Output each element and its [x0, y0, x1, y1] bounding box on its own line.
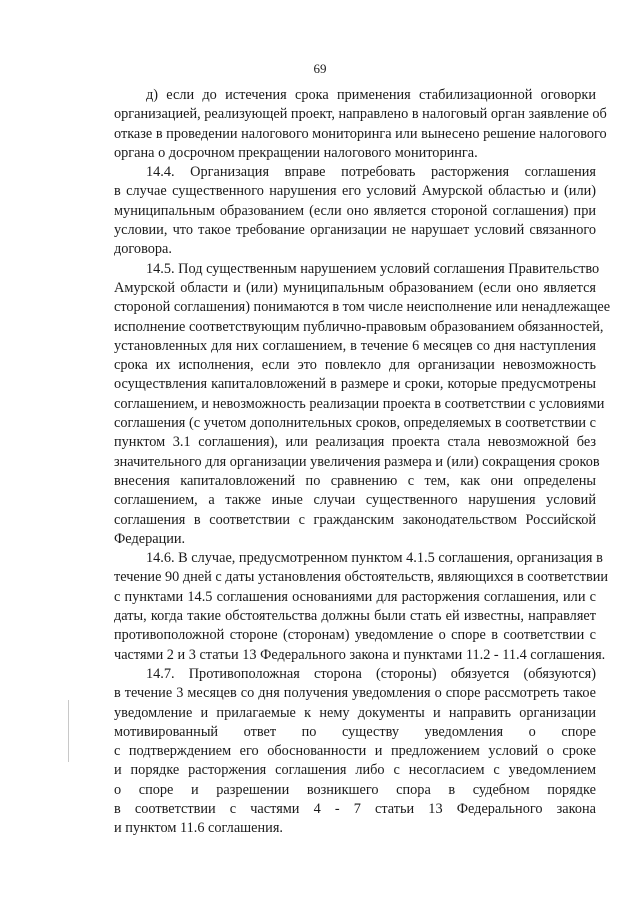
text-line: установленных для них соглашением, в течение 6 месяцев со дня наступления [114, 337, 596, 354]
text-line: соглашением, и невозможность реализации проекта в соответствии с условиями [114, 395, 605, 412]
text-line: с пунктами 14.5 соглашения основаниями для расторжения соглашения, или с [114, 588, 596, 605]
text-line: с подтверждением его обоснованности и предложением условий о сроке [114, 743, 596, 760]
text-line: и пунктом 11.6 соглашения. [114, 820, 283, 837]
text-line: 14.4. Организация вправе потребовать расторжения соглашения [146, 164, 596, 181]
text-line: 14.5. Под существенным нарушением условий соглашения Правительство [146, 260, 600, 277]
text-line: д) если до истечения срока применения стабилизационной оговорки [146, 87, 596, 103]
text-line: внесения капиталовложений по сравнению с тем, как они определены [114, 472, 596, 489]
page-number: 69 [313, 61, 327, 76]
text-line: значительного для организации увеличения размера и (или) сокращения сроков [114, 453, 600, 470]
document-body [114, 86, 611, 839]
text-line: условии, что такое требование организации не нарушает условий связанного [114, 222, 596, 239]
text-line: муниципальным образованием (если оно является стороной соглашения) при [114, 202, 596, 219]
text-line: Федерации. [114, 530, 186, 547]
text-line: даты, когда такие обстоятельства должны были стать ей известны, направляет [114, 608, 596, 625]
text-line: соглашения (с учетом дополнительных сроков, определяемых в соответствии с [114, 415, 596, 432]
text-line: 14.6. В случае, предусмотренном пунктом 4.1.5 соглашения, организация в [146, 550, 603, 567]
text-line: отказе в проведении налогового мониторинга или вынесено решение налогового [114, 125, 607, 142]
text-line: договора. [114, 241, 172, 258]
text-line: уведомление и прилагаемые к нему документы и направить организации [114, 704, 596, 721]
text-line: противоположной стороне (сторонам) уведомление о споре в соответствии с [114, 627, 596, 644]
text-line: соглашения в соответствии с гражданским законодательством Российской [114, 511, 596, 528]
text-line: пунктом 3.1 соглашения), или реализация проекта стала невозможной без [114, 434, 596, 451]
text-line: соглашением, а также иные случаи существенного нарушения условий [114, 492, 596, 509]
margin-mark [68, 700, 69, 762]
text-line: Амурской области и (или) муниципальным образованием (если оно является [114, 279, 596, 296]
text-line: органа о досрочном прекращении налогового мониторинга. [114, 144, 478, 161]
text-line: в случае существенного нарушения его условий Амурской областью и (или) [114, 183, 596, 200]
text-line: о споре и разрешении возникшего спора в судебном порядке [114, 781, 596, 798]
text-line: частями 2 и 3 статьи 13 Федерального закона и пунктами 11.2 - 11.4 соглашения. [114, 646, 606, 663]
text-line: мотивированный ответ по существу уведомления о споре [114, 723, 596, 740]
text-line: течение 90 дней с даты установления обстоятельств, являющихся в соответствии [114, 569, 609, 586]
text-line: в течение 3 месяцев со дня получения уведомления о споре рассмотреть такое [114, 685, 596, 702]
text-line: осуществления капиталовложений в размере и сроки, которые предусмотрены [114, 376, 596, 393]
text-line: 14.7. Противоположная сторона (стороны) обязуется (обязуются) [146, 665, 596, 682]
text-line: стороной соглашения) понимаются в том числе неисполнение или ненадлежащее [114, 299, 611, 316]
text-line: исполнение соответствующим публично-правовым образованием обязанностей, [114, 318, 604, 335]
text-line: организацией, реализующей проект, направлено в налоговый орган заявление об [114, 106, 607, 123]
text-line: в соответствии с частями 4 - 7 статьи 13 Федерального закона [114, 800, 596, 817]
text-line: срока их исполнения, если это повлекло для организации невозможность [114, 357, 596, 374]
text-line: и порядке расторжения соглашения либо с несогласием с уведомлением [114, 762, 596, 779]
